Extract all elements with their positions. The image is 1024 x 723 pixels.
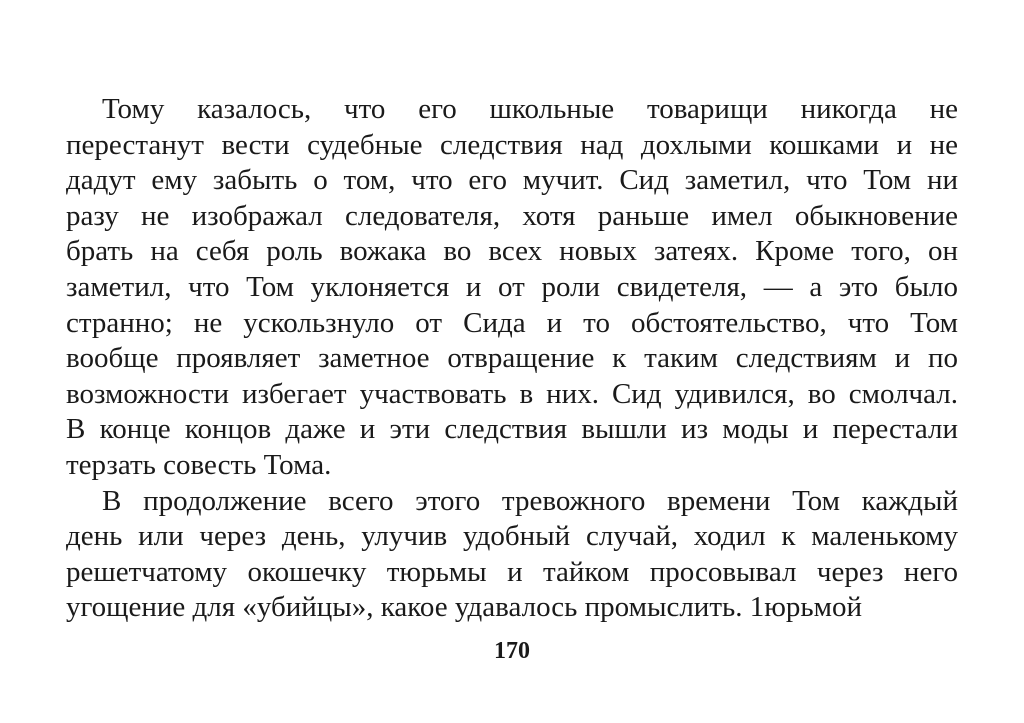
paragraph-1-line: заметил, что Том уклоняется и от роли свидетеля, — а это было bbox=[66, 270, 958, 303]
paragraph-1-line: дадут ему забыть о том, что его мучит. Сид заметил, что Том ни bbox=[66, 164, 958, 197]
page-number: 170 bbox=[494, 638, 530, 664]
paragraph-1-line: разу не изображал следователя, хотя раньше имел обыкновение bbox=[66, 199, 958, 232]
paragraph-1-line: терзать совесть Тома. bbox=[66, 448, 332, 481]
paragraph-1-line: В конце концов даже и эти следствия вышли из моды и перестали bbox=[66, 413, 958, 446]
paragraph-2-line: В продолжение всего этого тревожного времени Том каждый bbox=[102, 484, 958, 517]
paragraph-2-line: день или через день, улучив удобный случай, ходил к маленькому bbox=[66, 520, 958, 553]
paragraph-1-line: брать на себя роль вожака во всех новых затеях. Кроме того, он bbox=[66, 235, 958, 268]
paragraph-1-line: возможности избегает участвовать в них. Сид удивился, во смолчал. bbox=[66, 377, 958, 410]
body-text bbox=[66, 92, 958, 626]
paragraph-2-line: решетчатому окошечку тюрьмы и тайком просовывал через него bbox=[66, 555, 958, 588]
paragraph-2-line: угощение для «убийцы», какое удавалось промыслить. 1юрьмой bbox=[66, 591, 862, 624]
paragraph-1-line: перестанут вести судебные следствия над дохлыми кошками и не bbox=[66, 128, 958, 161]
paragraph-1-line: странно; не ускользнуло от Сида и то обстоятельство, что Том bbox=[66, 306, 958, 339]
paragraph-1-line: Тому казалось, что его школьные товарищи никогда не bbox=[102, 93, 958, 125]
paragraph-1-line: вообще проявляет заметное отвращение к таким следствиям и по bbox=[66, 342, 958, 375]
